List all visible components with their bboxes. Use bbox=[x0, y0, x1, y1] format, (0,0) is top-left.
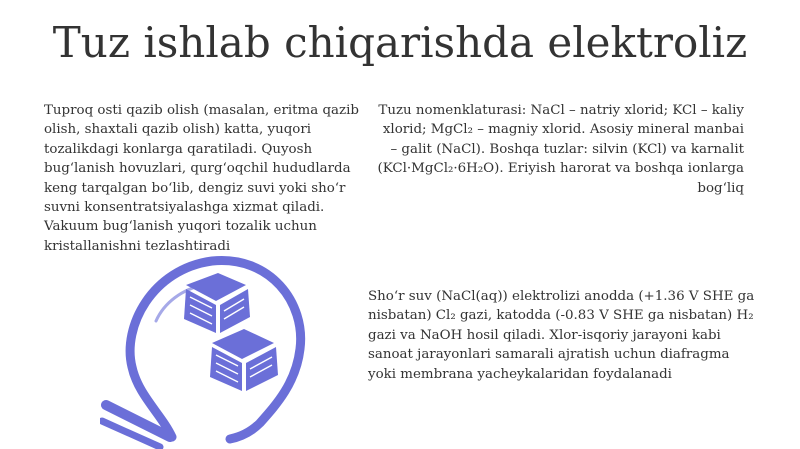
lightbulb-book-icon bbox=[100, 255, 314, 449]
bottom-text-block: Sho‘r suv (NaCl(aq)) elektrolizi anodda (+1.36 V SHE ga nisbatan) Cl₂ gazi, katodda (-0.83 V SHE ga nisbatan) H₂ gazi va NaOH hosil qiladi. Xlor-isqoriy jarayoni kabi sanoat jarayonlari samarali ajratish uchun diafragma yoki membrana yacheykalaridan foydalanadi bbox=[368, 289, 755, 382]
slide-title: Tuz ishlab chiqarishda elektroliz bbox=[52, 18, 748, 67]
right-text-block: Tuzu nomenklaturasi: NaCl – natriy xlorid; KCl – kaliy xlorid; MgCl₂ – magniy xlorid. Asosiy mineral manbai – galit (NaCl). Boshqa tuzlar: silvin (KCl) va karnalit (KCl·MgCl₂·6H₂O). Eriyish harorat va boshqa ionlarga bog‘liq bbox=[377, 103, 744, 196]
left-text-block: Tuproq osti qazib olish (masalan, eritma qazib olish, shaxtali qazib olish) katta, yuqori tozalikdagi konlarga qaratiladi. Quyosh bug‘lanish hovuzlari, qurg‘oqchil hududlarda keng tarqalgan bo‘lib, dengiz suvi yoki sho‘r suvni konsentratsiyalashga xizmat qiladi. Vakuum bug‘lanish yuqori tozalik uchun kristallanishni tezlashtiradi bbox=[44, 103, 359, 254]
